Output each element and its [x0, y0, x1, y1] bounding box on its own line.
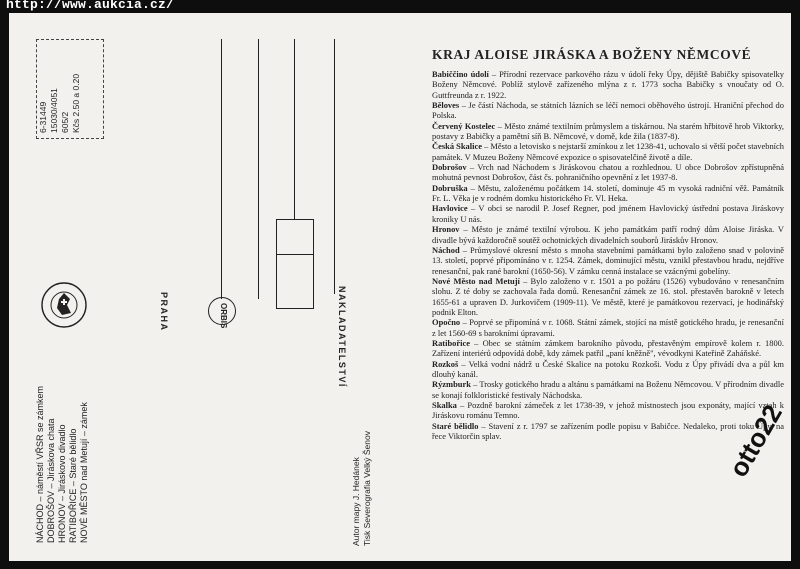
red-cross-charity-logo: [38, 279, 90, 331]
caption-line: NOVÉ MĚSTO nad Metují – zámek: [79, 402, 89, 543]
entry-text: – Průmyslové okresní město s mnoha stavebními památkami bylo založeno snad v polovině 13. století, poprvé připomínáno v r. 1254. Zámek, dominující městu, vznikl přestavbou hradu, nejdříve renesanční, pak rané barokní (1650-56). V zámku cenná instalace se vzácnými gobelíny.: [432, 244, 784, 276]
entry-item: [432, 224, 784, 245]
entry-name: Opočno: [432, 317, 461, 328]
entry-item: [432, 379, 784, 400]
entry-item: [432, 245, 784, 276]
entry-text: – Velká vodní nádrž u České Skalice na potoku Rozkoši. Vodu z Úpy přivádí dva a půl km dlouhý kanál.: [432, 358, 784, 379]
entry-item: [432, 183, 784, 204]
watermark-url: http://www.aukcia.cz/: [6, 0, 175, 12]
charity-seal-icon: [38, 279, 90, 331]
stamp-code-1: 6-31449: [38, 101, 48, 133]
entry-text: – Městu, založenému počátkem 14. století, dominuje 45 m vysoká radniční věž. Památník Fr. L. Věka je v rodném domku historického Fr. Vl. Heka.: [432, 182, 784, 204]
entry-text: – V obci se narodil P. Josef Regner, pod jménem Havlovický ústřední postava Jiráskovy kroniky U nás.: [432, 203, 784, 224]
entry-item: [432, 203, 784, 224]
publisher-name: NAKLADATELSTVÍ: [337, 286, 347, 388]
entry-name: Ratibořice: [432, 337, 470, 348]
seller-watermark: otto22: [723, 399, 788, 482]
entry-item: [432, 400, 784, 421]
caption-line: HRONOV – Jiráskovo divadlo: [57, 424, 67, 543]
entry-name: Dobrošov: [432, 162, 467, 173]
entry-text: – Přírodní rezervace parkového rázu v údolí řeky Úpy, dějiště Babičky spisovatelky Boženy Němcové. Poblíž stylově zařízeného mlýna z r. 1773 socha Babičky s vnoučaty od O. Guttfreunda z r. 1922.: [432, 69, 784, 100]
page-title: KRAJ ALOISE JIRÁSKA A BOŽENY NĚMCOVÉ: [432, 47, 752, 62]
address-line-1: [221, 39, 222, 299]
entry-item: [432, 162, 784, 183]
entry-text: – Je částí Náchoda, se státních lázních se léčí nemoci oběhového ústrojí. Hraniční přechod do Polska.: [432, 100, 784, 121]
address-line-3: [294, 39, 295, 219]
address-line-2: [258, 39, 259, 299]
entry-list: [432, 69, 784, 441]
caption-line: NÁCHOD – náměstí VŘSR se zámkem: [35, 385, 45, 543]
entry-name: Hronov: [432, 224, 460, 235]
entry-text: – Trosky gotického hradu a altánu s památkami na Boženu Němcovou. V přírodním divadle se konají folkloristické festivaly Náchodska.: [432, 379, 784, 400]
caption-line: DOBROŠOV – Jiráskova chata: [46, 418, 56, 543]
entry-item: [432, 421, 784, 442]
publisher-city: PRAHA: [159, 292, 169, 332]
stamp-code-3: 605/2: [60, 111, 70, 133]
postcard-back: [9, 13, 791, 561]
entry-name: Červený Kostelec: [432, 120, 496, 131]
orbis-logo: [208, 297, 236, 329]
caption-line: RATIBOŘICE – Staré bělidlo: [68, 428, 78, 543]
entry-item: [432, 100, 784, 121]
entry-name: Babiččino údolí: [432, 69, 489, 79]
entry-item: [432, 276, 784, 317]
entry-text: – Město a letovisko s nejstarší zmínkou z let 1238-41, uchovalo si větší počet stavebních památek. V Muzeu Boženy Němcové expozice o spisovatelčině životě a díle.: [432, 141, 784, 162]
entry-text: – Vrch nad Náchodem s Jiráskovou chatou a rozhlednou. U obce Dobrošov zpřístupněná mohutná pevnost Dobrošov, část čs. pohraničního opevnění z let 1937-8.: [432, 162, 784, 183]
printer: Tisk Severografia Velký Šenov: [362, 431, 372, 546]
description-column: [432, 47, 784, 441]
entry-name: Nové Město nad Metují: [432, 275, 520, 286]
orbis-logo-text: ORBIS: [219, 303, 228, 329]
entry-name: Skalka: [432, 400, 457, 410]
entry-item: [432, 69, 784, 100]
address-line-4: [334, 39, 335, 294]
entry-name: Česká Skalice: [432, 141, 482, 152]
map-author: Autor mapy J. Hedánek: [351, 457, 361, 546]
entry-item: [432, 359, 784, 380]
entry-text: – Poprvé se připomíná v r. 1068. Státní zámek, stojící na místě gotického hradu, je renesanční z let 1560-69 s barokními úpravami.: [432, 317, 784, 338]
entry-name: Rýzmburk: [432, 379, 471, 390]
entry-name: Staré bělidlo: [432, 420, 479, 431]
picture-caption-list: [35, 386, 90, 543]
entry-item: [432, 121, 784, 142]
stamp-price: Kčs 2.50 a 0.20: [71, 73, 81, 133]
entry-name: Náchod: [432, 244, 460, 255]
entry-item: [432, 338, 784, 359]
entry-text: – Město je známé textilní výrobou. K jeho památkám patří rodný dům Aloise Jiráska. V divadle bývá každoročně soutěž ochotnických divadelních souborů Jiráskův Hronov.: [432, 224, 784, 245]
postal-code-box: [276, 219, 314, 309]
entry-text: – Stavení z r. 1797 se zařízením podle popisu v Babičce. Nedaleko, proti toku Úpy, na řece Viktorčin splav.: [432, 420, 784, 442]
entry-item: [432, 141, 784, 162]
entry-name: Rozkoš: [432, 358, 459, 369]
entry-name: Běloves: [432, 100, 460, 111]
entry-text: – Město známé textilním průmyslem a tiskárnou. Na starém hřbitově hrob Viktorky, postavy z Babičky a pamětní síň B. Němcové, v domě, kde žila (1837-8).: [432, 120, 784, 142]
entry-name: Havlovice: [432, 203, 468, 214]
entry-text: – Pozdně barokní zámeček z let 1738-39, v jehož místnostech jsou exponáty, mající vztah k Jiráskovu románu Temno.: [432, 400, 784, 421]
stamp-code-2: 15030/4051: [49, 88, 59, 133]
entry-text: – Bylo založeno v r. 1501 a po požáru (1526) vybudováno v renesančním slohu. Z té doby se zachovala řada domů. Renesanční zámek ze 16. stol. přestavěn barokně v letech 1655-61 a upraven D. Jurkovičem (1909-11). Ve městě, které je památkovou rezervací, je hodinářský podnik Elton.: [432, 275, 785, 317]
credits: [351, 431, 373, 546]
entry-item: [432, 317, 784, 338]
entry-text: – Obec se státním zámkem barokního původu, přestavěným empírově kolem r. 1800. Zařízení interiérů odpovídá době, kdy zámek patřil „paní kněžně", vévodkyni Kateřině Zaháňské.: [432, 337, 784, 359]
entry-name: Dobruška: [432, 182, 468, 193]
